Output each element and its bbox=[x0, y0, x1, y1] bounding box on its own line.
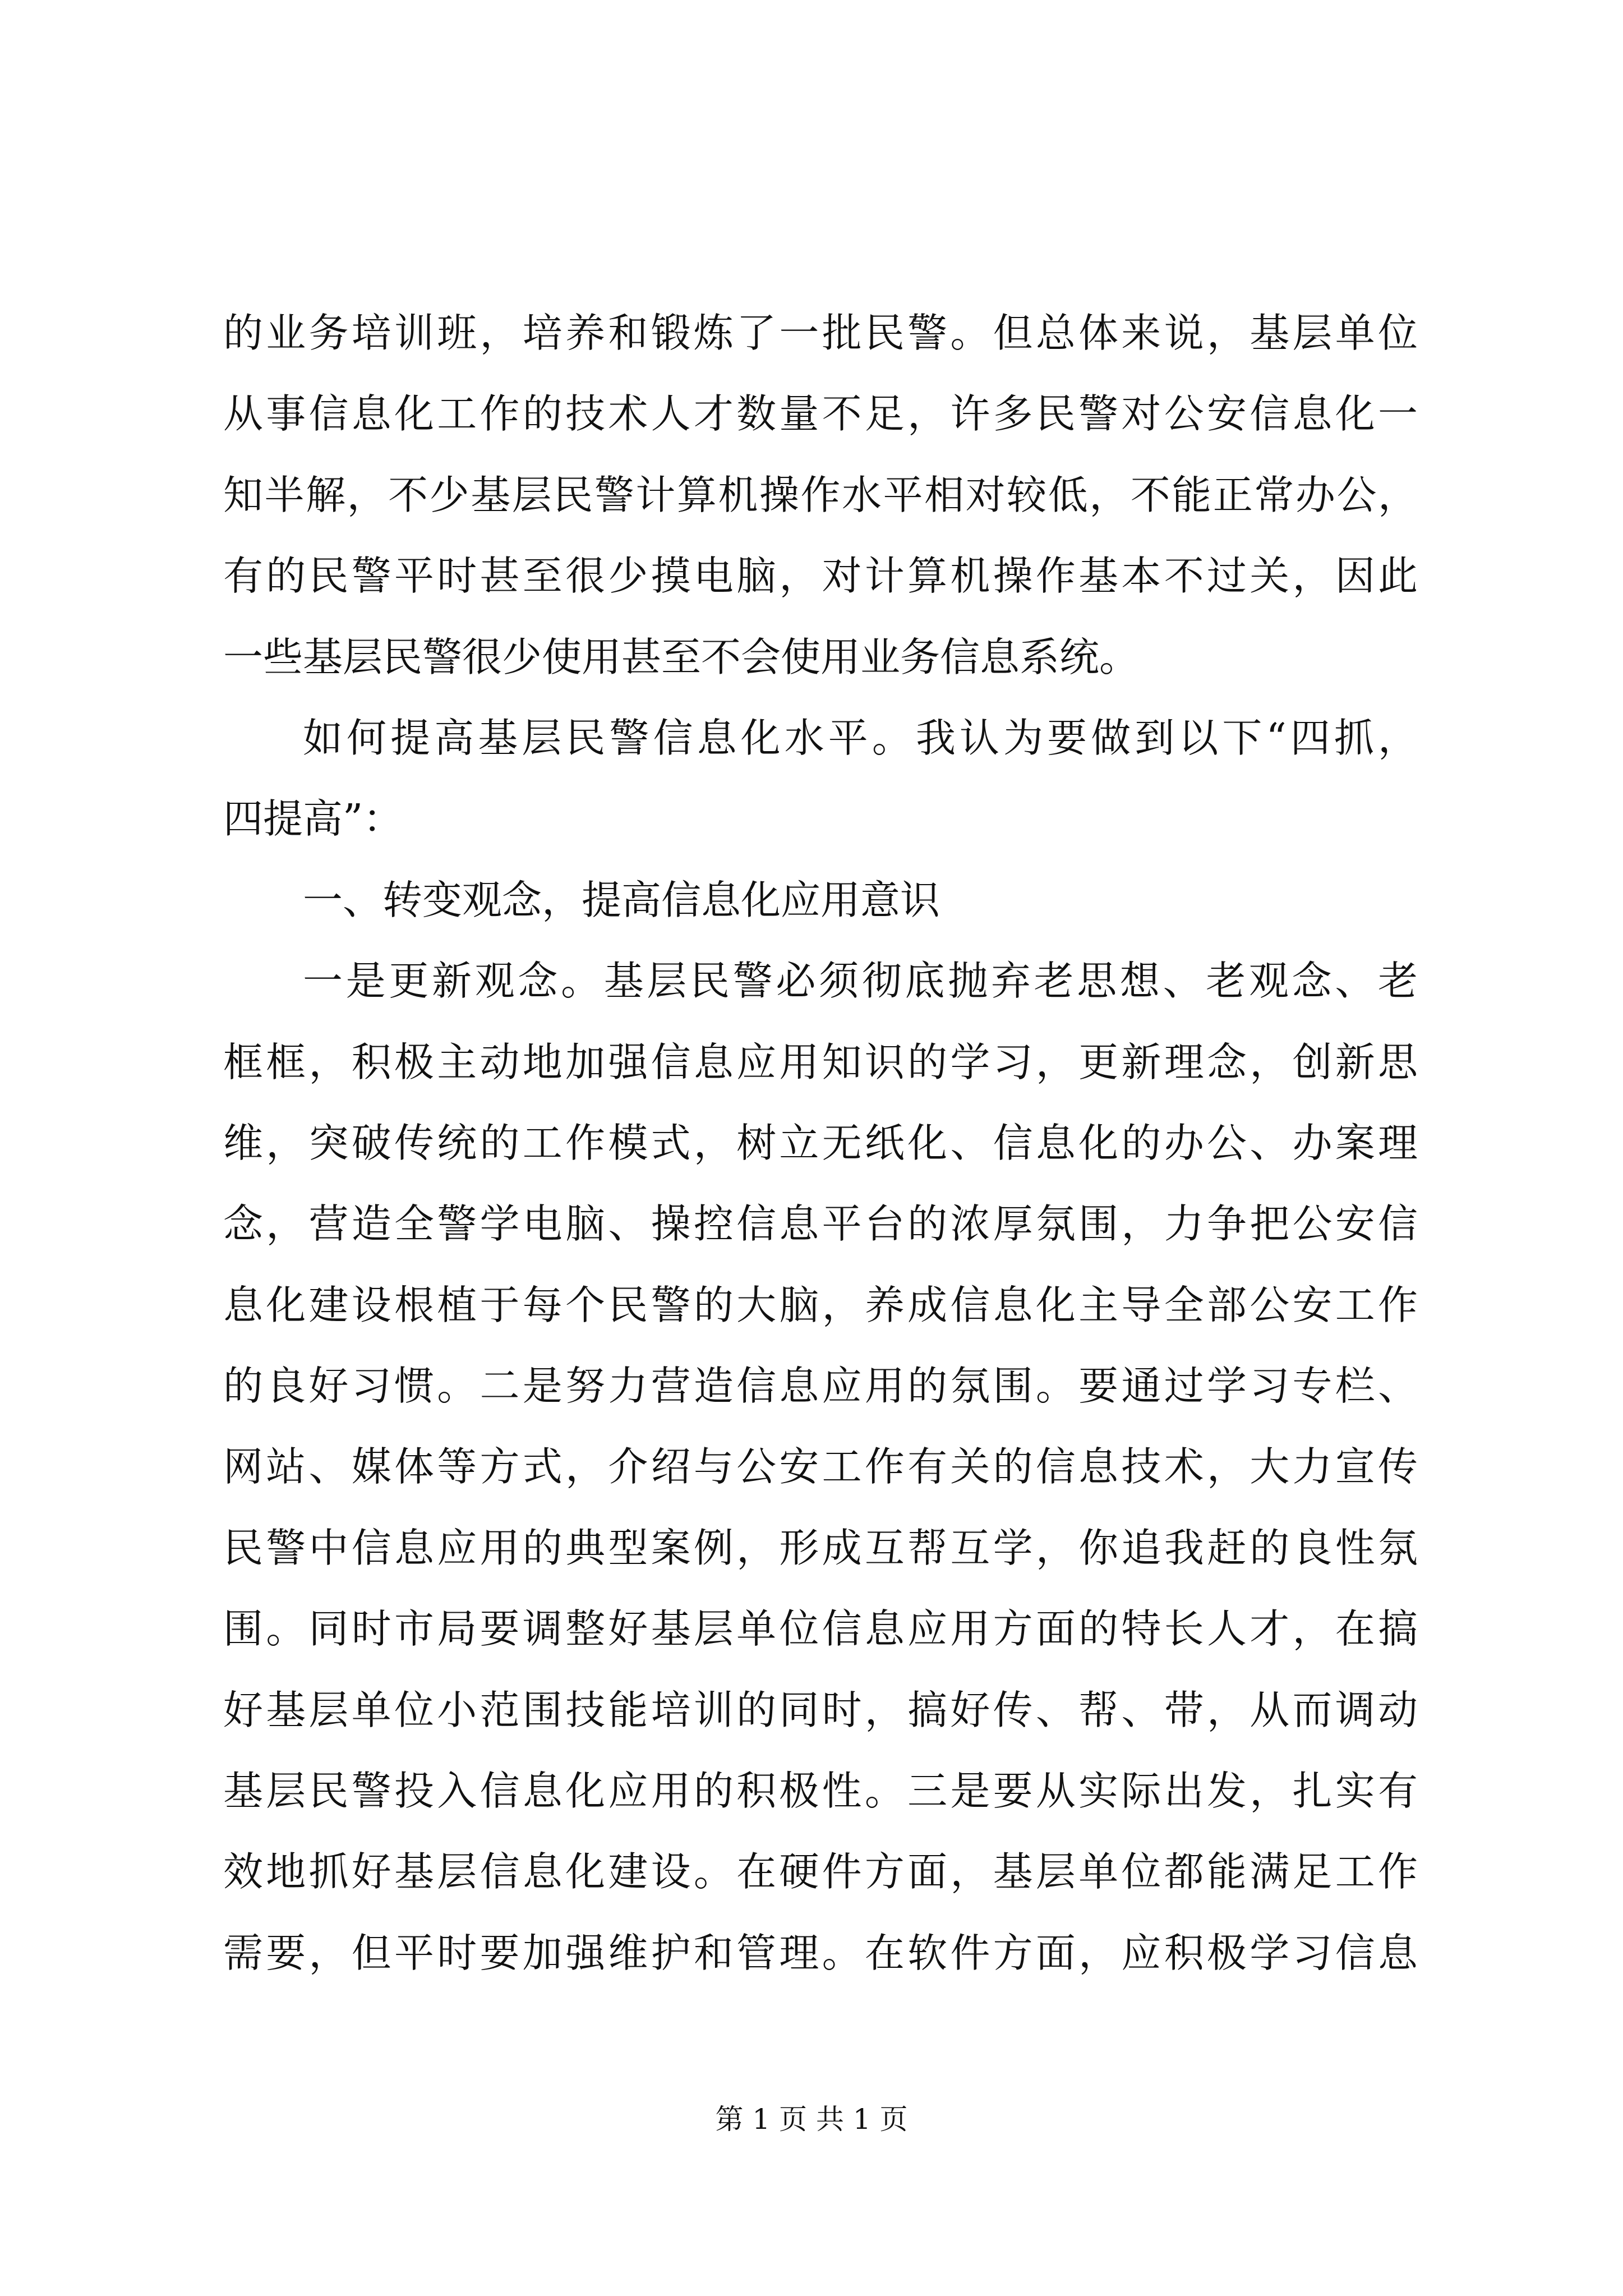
text-line: 基层民警投入信息化应用的积极性。三是要从实际出发，扎实有 bbox=[223, 1768, 1418, 1815]
text-line: 好基层单位小范围技能培训的同时，搞好传、帮、带，从而调动 bbox=[223, 1686, 1418, 1733]
text-line: 的业务培训班，培养和锻炼了一批民警。但总体来说，基层单位 bbox=[223, 310, 1418, 356]
page-number-footer: 第 1 页 共 1 页 bbox=[715, 2103, 908, 2136]
text-line: 效地抓好基层信息化建设。在硬件方面，基层单位都能满足工作 bbox=[223, 1848, 1418, 1895]
text-line: 知半解，不少基层民警计算机操作水平相对较低，不能正常办公， bbox=[223, 471, 1418, 518]
text-line: 的良好习惯。二是努力营造信息应用的氛围。要通过学习专栏、 bbox=[223, 1363, 1418, 1410]
text-line: 维，突破传统的工作模式，树立无纸化、信息化的办公、办案理 bbox=[223, 1119, 1418, 1166]
text-line: 一些基层民警很少使用甚至不会使用业务信息系统。 bbox=[223, 633, 1140, 680]
body-text bbox=[223, 293, 1418, 1994]
text-line: 有的民警平时甚至很少摸电脑，对计算机操作基本不过关，因此 bbox=[223, 553, 1418, 600]
text-line: 息化建设根植于每个民警的大脑，养成信息化主导全部公安工作 bbox=[223, 1281, 1418, 1328]
text-line: 一是更新观念。基层民警必须彻底抛弃老思想、老观念、老 bbox=[303, 958, 1418, 1005]
section-heading: 一、转变观念，提高信息化应用意识 bbox=[303, 876, 940, 923]
text-line: 民警中信息应用的典型案例，形成互帮互学，你追我赶的良性氛 bbox=[223, 1524, 1418, 1571]
text-line: 网站、媒体等方式，介绍与公安工作有关的信息技术，大力宣传 bbox=[223, 1443, 1418, 1490]
text-line: 框框，积极主动地加强信息应用知识的学习，更新理念，创新思 bbox=[223, 1038, 1418, 1085]
text-line: 如何提高基层民警信息化水平。我认为要做到以下“四抓， bbox=[303, 714, 1418, 761]
text-line: 围。同时市局要调整好基层单位信息应用方面的特长人才，在搞 bbox=[223, 1605, 1418, 1653]
text-line: 念，营造全警学电脑、操控信息平台的浓厚氛围，力争把公安信 bbox=[223, 1200, 1418, 1248]
text-line: 从事信息化工作的技术人才数量不足，许多民警对公安信息化一 bbox=[223, 390, 1418, 438]
text-line: 需要，但平时要加强维护和管理。在软件方面，应积极学习信息 bbox=[223, 1929, 1418, 1976]
text-line: 四提高”： bbox=[223, 795, 403, 843]
